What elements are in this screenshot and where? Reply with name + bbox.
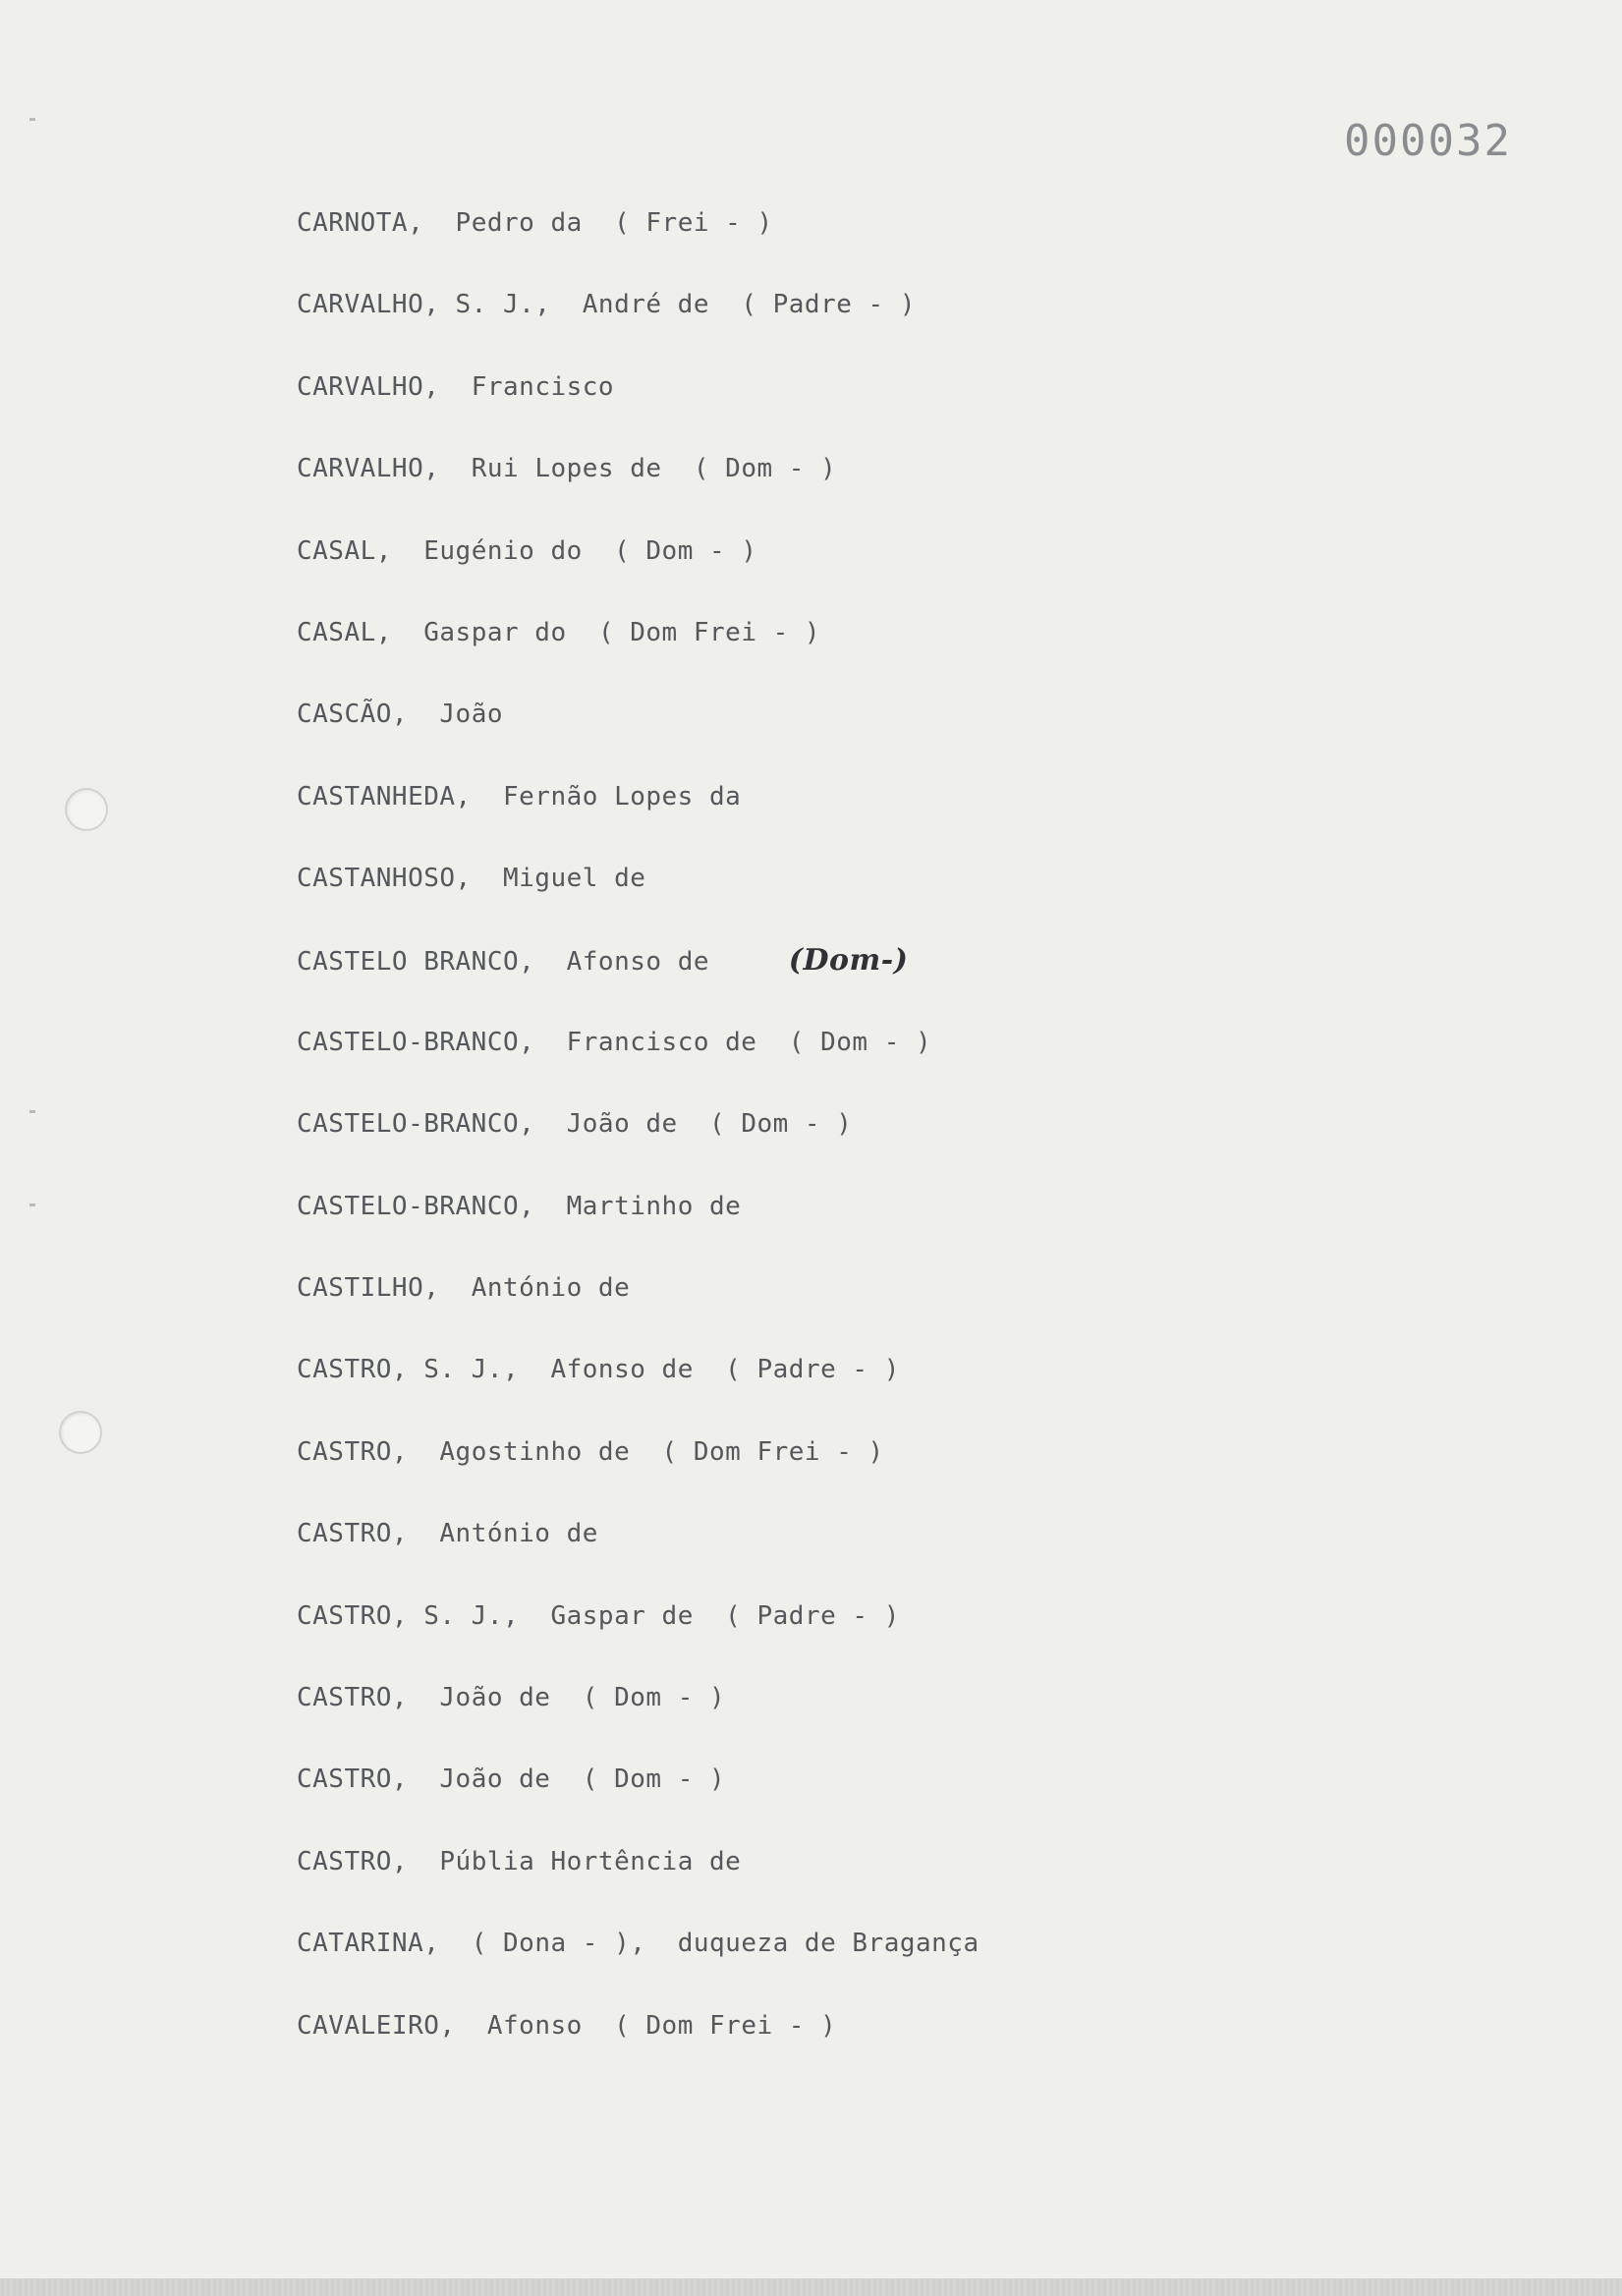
entry-row: [297, 774, 1476, 856]
entry-surname: CARVALHO,: [297, 371, 440, 402]
entry-row: [297, 1184, 1476, 1265]
entry-row: [297, 1020, 1476, 1101]
entry-title: ( Dom - ): [582, 1683, 726, 1713]
entry-given-name: Agostinho de: [439, 1436, 631, 1467]
entry-surname: CASTANHEDA,: [297, 781, 472, 812]
entry-given-name: Martinho de: [566, 1191, 742, 1221]
entry-surname: CASTRO,: [297, 1683, 409, 1713]
entry-row: [297, 2003, 1476, 2085]
entry-surname: CASCÃO,: [297, 700, 409, 730]
entry-surname: CASTELO-BRANCO,: [297, 1027, 535, 1057]
entry-surname: CARVALHO,: [297, 454, 440, 484]
entry-title: ( Dom Frei - ): [597, 617, 821, 647]
entry-given-name: António de: [439, 1519, 598, 1549]
entry-given-name: Francisco de: [566, 1027, 757, 1057]
edge-mark: [29, 1110, 35, 1113]
edge-mark: [29, 118, 35, 121]
entry-given-name: Públia Hortência de: [439, 1846, 742, 1876]
entry-surname: CAVALEIRO,: [297, 2010, 456, 2041]
entry-title: ( Padre - ): [725, 1355, 900, 1385]
entry-given-name: João: [439, 700, 504, 730]
entry-given-name: Fernão Lopes da: [503, 781, 742, 812]
entry-surname: CARNOTA,: [297, 208, 424, 238]
entry-given-name: Rui Lopes de: [471, 454, 662, 484]
entry-surname: CASTRO,: [297, 1764, 409, 1795]
entry-row: [297, 1594, 1476, 1675]
entry-row: [297, 200, 1476, 282]
entry-row: [297, 610, 1476, 692]
entry-given-name: António de: [471, 1273, 631, 1304]
entry-given-name: João de: [439, 1764, 551, 1795]
entry-given-name: Afonso de: [566, 946, 710, 977]
entry-list: [297, 200, 1476, 2085]
entry-row: [297, 1347, 1476, 1428]
entry-given-name: André de: [582, 290, 709, 320]
entry-title: ( Dom Frei - ): [661, 1436, 884, 1467]
entry-surname: CASTELO BRANCO,: [297, 946, 535, 977]
entry-title: ( Dom - ): [709, 1109, 853, 1140]
entry-surname: CASTELO-BRANCO,: [297, 1191, 535, 1221]
edge-mark: [29, 1204, 35, 1206]
entry-given-name: Miguel de: [503, 864, 646, 894]
entry-given-name: Afonso: [486, 2010, 583, 2041]
entry-title: ( Padre - ): [741, 290, 916, 320]
entry-surname: CASTRO,: [297, 1846, 409, 1876]
entry-row: [297, 1675, 1476, 1757]
entry-title: ( Dom - ): [582, 1764, 726, 1795]
entry-title: ( Dom - ): [614, 535, 757, 566]
entry-surname: CARVALHO, S. J.,: [297, 290, 551, 320]
entry-surname: CASTANHOSO,: [297, 864, 472, 894]
entry-row: [297, 856, 1476, 937]
entry-title: ( Frei - ): [614, 208, 773, 238]
entry-surname: CASAL,: [297, 535, 392, 566]
entry-given-name: Pedro da: [455, 208, 583, 238]
entry-title: ( Dom - ): [693, 454, 837, 484]
entry-surname: CATARINA,: [297, 1929, 440, 1959]
entry-given-name: Francisco: [471, 371, 615, 402]
scan-edge: [0, 2278, 1622, 2296]
entry-row: [297, 1511, 1476, 1593]
entry-row: [297, 446, 1476, 528]
entry-given-name: Gaspar de: [550, 1600, 694, 1631]
entry-given-name: Afonso de: [550, 1355, 694, 1385]
entry-title: ( Dona - ),: [471, 1929, 646, 1959]
entry-title: ( Dom - ): [788, 1027, 932, 1057]
entry-given-name: Gaspar do: [423, 617, 567, 647]
entry-extra: duqueza de Bragança: [677, 1929, 979, 1959]
entry-given-name: Eugénio do: [423, 535, 583, 566]
entry-surname: CASTELO-BRANCO,: [297, 1109, 535, 1140]
entry-title: ( Padre - ): [725, 1600, 900, 1631]
entry-row: [297, 1429, 1476, 1511]
page-number: 000032: [1344, 116, 1512, 166]
entry-row: [297, 1921, 1476, 2002]
entry-row: [297, 529, 1476, 610]
entry-row: [297, 1101, 1476, 1183]
entry-given-name: João de: [566, 1109, 678, 1140]
entry-given-name: João de: [439, 1683, 551, 1713]
punch-hole: [59, 1411, 102, 1454]
entry-surname: CASTRO,: [297, 1436, 409, 1467]
punch-hole: [65, 788, 108, 831]
entry-title: ( Dom Frei - ): [614, 2010, 837, 2041]
entry-row: [297, 282, 1476, 364]
entry-surname: CASTILHO,: [297, 1273, 440, 1304]
entry-surname: CASAL,: [297, 617, 392, 647]
entry-row: [297, 1839, 1476, 1921]
entry-surname: CASTRO, S. J.,: [297, 1600, 520, 1631]
entry-row: [297, 1757, 1476, 1838]
entry-handwritten-note: (Dom-): [788, 942, 909, 978]
entry-row: [297, 938, 1476, 1020]
entry-row: [297, 364, 1476, 446]
entry-row: [297, 1265, 1476, 1347]
entry-row: [297, 692, 1476, 773]
entry-surname: CASTRO, S. J.,: [297, 1355, 520, 1385]
entry-surname: CASTRO,: [297, 1519, 409, 1549]
